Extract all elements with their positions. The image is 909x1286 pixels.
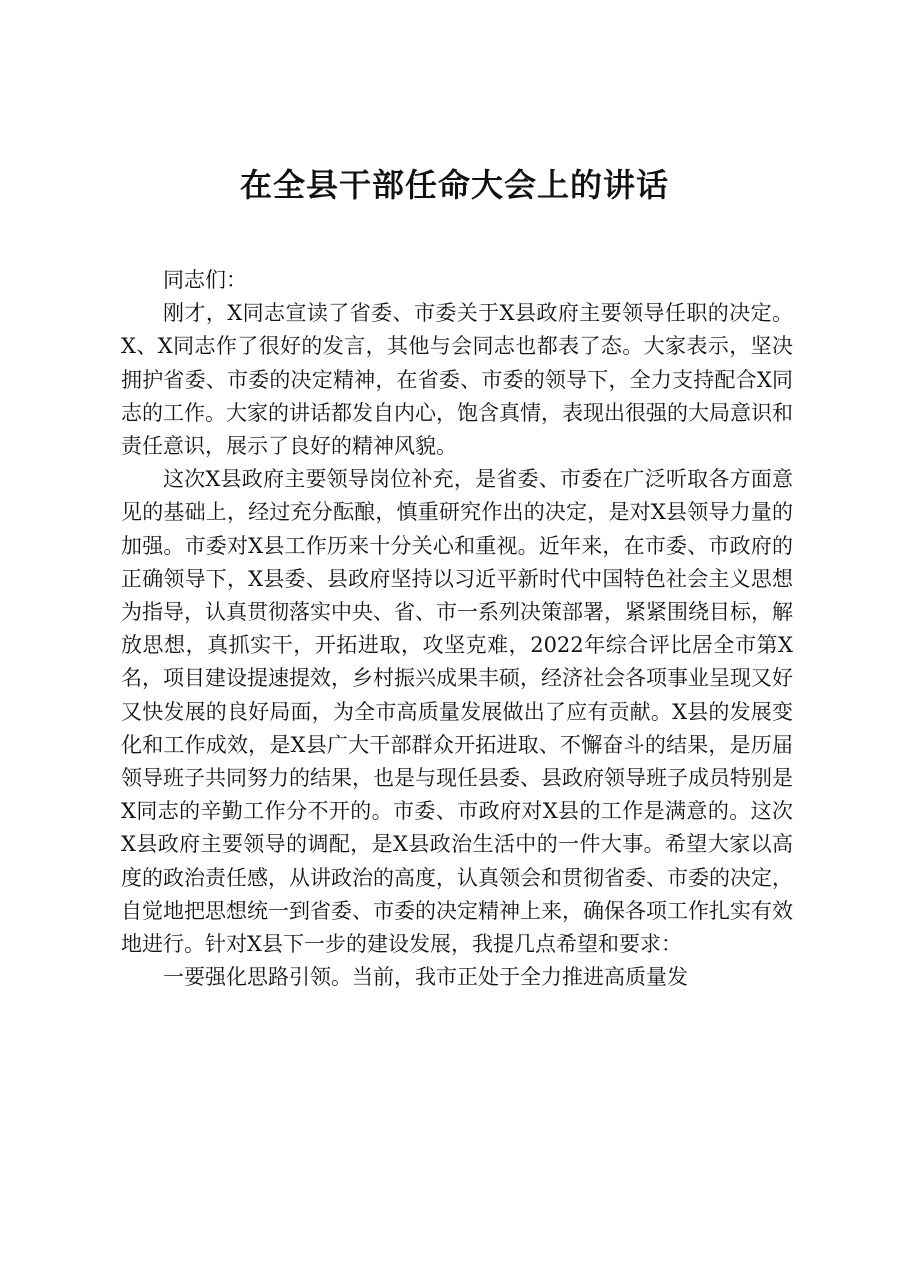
paragraph-1: 刚才，X同志宣读了省委、市委关于X县政府主要领导任职的决定。X、X同志作了很好的发言，其他与会同志也都表了态。大家表示，坚决拥护省委、市委的决定精神，在省委、市委的领导下，全力支持配合X同志的工作。大家的讲话都发自内心，饱含真情，表现出很强的大局意识和责任意识，展示了良好的精神风貌。 bbox=[121, 301, 793, 459]
paragraph-2: 这次X县政府主要领导岗位补充，是省委、市委在广泛听取各方面意见的基础上，经过充分酝酿，慎重研究作出的决定，是对X县领导力量的加强。市委对X县工作历来十分关心和重视。近年来，在市委、市政府的正确领导下，X县委、县政府坚持以习近平新时代中国特色社会主义思想为指导，认真贯彻落实中央、省、市一系列决策部署，紧紧围绕目标，解放思想，真抓实干，开拓进取，攻坚克难，2022年综合评比居全市第X名，项目建设提速提效，乡村振兴成果丰硕，经济社会各项事业呈现又好又快发展的良好局面，为全市高质量发展做出了应有贡献。X县的发展变化和工作成效，是X县广大干部群众开拓进取、不懈奋斗的结果，是历届领导班子共同努力的结果，也是与现任县委、县政府领导班子成员特别是X同志的辛勤工作分不开的。市委、市政府对X县的工作是满意的。这次X县政府主要领导的调配，是X县政治生活中的一件大事。希望大家以高度的政治责任感，从讲政治的高度，认真领会和贯彻省委、市委的决定，自觉地把思想统一到省委、市委的决定精神上来，确保各项工作扎实有效地进行。针对X县下一步的建设发展，我提几点希望和要求： bbox=[121, 467, 793, 957]
salutation: 同志们： bbox=[163, 268, 247, 292]
paragraph-3: 一要强化思路引领。当前，我市正处于全力推进高质量发 bbox=[163, 965, 688, 990]
document-body bbox=[121, 264, 793, 994]
document-title: 在全县干部任命大会上的讲话 bbox=[239, 166, 669, 204]
